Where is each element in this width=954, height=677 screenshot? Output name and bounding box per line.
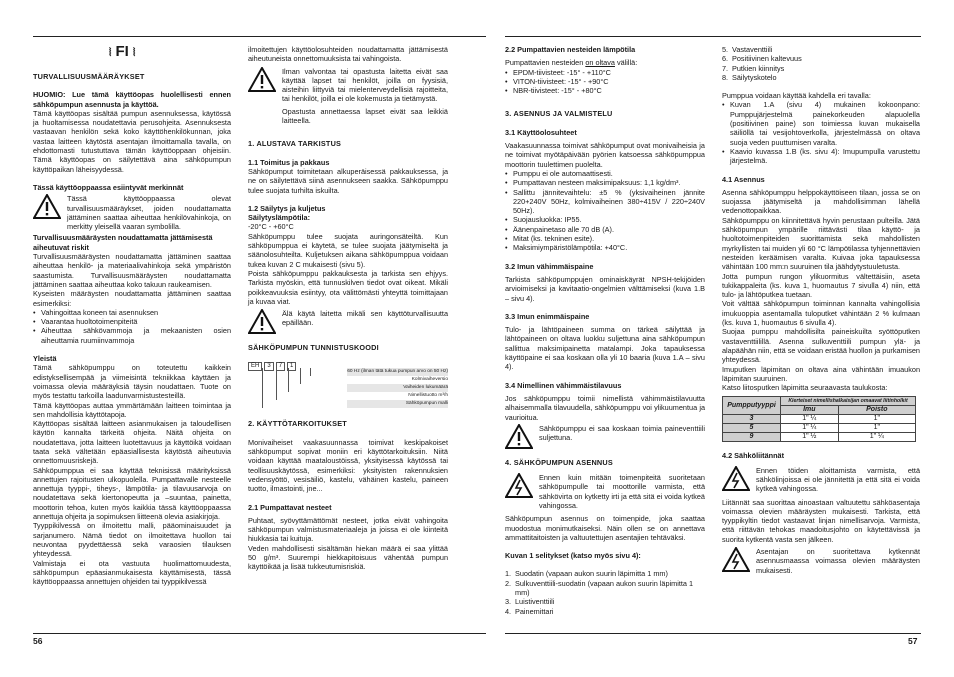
safety-heading: TURVALLISUUSMÄÄRÄYKSET — [33, 72, 145, 81]
code-label: 60 Hz (ilman tätä tukua pumpun arvo on 50 Hz) — [347, 369, 448, 375]
column-4 — [722, 45, 920, 575]
column-2 — [248, 45, 448, 572]
section-2-text: Monivaiheiset vaakasuunnassa toimivat keskipakoiset sähköpumput sopivat moniin eri käyttötarkoituksiin. Niitä voidaan käyttää maataloustöissä, yksityisessä käytössä tai teollisuuskäytössä, esimerkiksi: yksityisten rakennuksien vedensyöttö, vesisäiliö, kastelu, vähäinen kastelu, paineen tuotto, ilmastointi, jne... — [248, 437, 448, 494]
section-3-1-text: Vaakasuunnassa toimivat sähköpumput ovat monivaiheisia ja ne toimivat myötäpäivään pyörien katsoessa sähköpumppua moottorin tuulettimen puolelta. — [505, 141, 705, 169]
table-header-suction: Imu — [781, 406, 839, 415]
section-4-2-text: Liitännät saa suorittaa ainoastaan valtuutettu sähköasentaja voimassa olevien määräysten mukaisesti. Tarkista, että tyyppikyltin tiedot vastaavat linjan nimellisarvoja. Varmista, että riittävän tehokas maadoitusjohto on käytettävissä ja suorita kytkentä vasta sen jälkeen. — [722, 497, 920, 544]
identification-code-diagram — [248, 360, 448, 410]
general-text: Käyttöopas sisältää laitteen asianmukaisen ja taloudellisen käytön kannalta tärkeitä ohjeita. Näitä ohjeita on noudatettava, jotta laitteen luotettavuus ja käyttöikä voidaan taata sekä vältetään epäasiallisesta käytöstä aiheutuvia onnettomuusriskejä. — [33, 419, 231, 466]
section-4-1-text: Imuputken läpimitan on oltava aina vähintään imuaukon läpimitan suuruinen. — [722, 364, 920, 383]
figure-legend-item: 2. Sulkuventtiili-suodatin (vapaan aukon suurin läpimitta 1 mm) — [505, 578, 694, 598]
language-badge: ⦚ FI ⦚ — [109, 43, 136, 60]
conditions-item: • Pumppu ei ole automaattisesti. — [505, 169, 705, 178]
section-1-1-heading: 1.1 Toimitus ja pakkaus — [248, 157, 330, 167]
section-3-2-heading: 3.2 Imun vähimmäispaine — [505, 261, 594, 271]
left-top-rule — [33, 36, 486, 37]
figure-legend-item: 5. Vastaventtiili — [722, 45, 773, 54]
section-2-1-text: Veden mahdollisesti sisältämän hiekan määrä ei saa ylittää 50 g/m³. Suurempi hiekkapitoisuus vähentää pumpun käyttöikää ja lisää tukkeutumisriskiä. — [248, 543, 448, 572]
code-box: 7 — [276, 362, 285, 371]
flag-left-icon: ⦚ — [109, 47, 112, 59]
temperature-item: • NBR-tiivisteet: -15° - +80°C — [505, 86, 705, 95]
examples-item: • Vahingoittaa koneen tai asennuksen — [33, 308, 231, 317]
section-4-2-heading: 4.2 Sähköliitännät — [722, 451, 785, 461]
warning-triangle-icon — [33, 194, 61, 219]
storage-temp-value: -20°C - +60°C — [248, 222, 294, 232]
left-bottom-rule — [33, 633, 486, 634]
section-4-1-text: Suojaa pumppu mahdollisilta paineiskuilta syöttöputken vastaventtiilillä. Asenna sulkuventtiili pumpun ylä- ja alapäähän niin, että se voidaan eristää huollon ja purkamisen yhteydessä. — [722, 327, 920, 365]
electric-warning: Ennen töiden aloittamista varmista, että sähkölinjoissa ei ole jännitettä ja että sitä ei voida kytkeä vahingossa. — [722, 466, 920, 494]
attention-note: HUOMIO: Lue tämä käyttöopas huolellisesti ennen sähköpumpun asennusta ja käyttöä. — [33, 90, 231, 109]
section-4-1-text: Katso liitosputken läpimitta seuraavasta taulukosta: — [722, 383, 888, 393]
temperature-item: • EPDM-tiivisteet: -15° - +110°C — [505, 68, 705, 77]
code-heading: SÄHKÖPUMPUN TUNNISTUSKOODI — [248, 343, 379, 353]
section-4-1-text: Voit välttää sähköpumpun toiminnan kannalta vahingollisia imukuoppia asentamalla tuloputket vähintään 2 % kulmaan (ks. kuva 1, huomautus 6 sivulla 4). — [722, 299, 920, 328]
section-2-2-intro: Pumpattavien nesteiden on oltava välillä: — [505, 58, 638, 68]
examples-item: • Aiheuttaa sähkövammoja ja mekaanisten osien aiheuttamia ruumiinvammoja — [33, 326, 231, 345]
general-text: Tämä sähköpumppu on toteutettu kaikkein edistyksellisempää ja viimeisintä tekniikkaa käyttäen ja voimassa olevia määräyksiä täysin noudattaen. Tuote on myös testattu tarkoilla laadunvarmistustesteillä. — [33, 363, 231, 401]
fitting-item: • Kuvan 1.A (sivu 4) mukainen kokoonpano: Pumppujärjestelmä painekorkeuden alapuolella (positiivinen paine) son toimiessa kuvan mukaisella säiliöllä tai vesijohtoverkolla, järjestelmässä on oltava suoja veden puuttumisen varalta. — [722, 100, 920, 146]
general-text: Sähköpumppua ei saa käyttää teknisissä määrityksissä annettujen rajoitusten ulkopuolella. Pumpattavalle nesteelle annettuja tyyppi-, tiheys-, lämpötila- ja tilavuusarvoja on noudatettava sekä kiertonopeutta ja –suuntaa, painetta, moottorin tehoa, kuten myös kaikkia tässä käyttöoppaassa annettuja ohjeita ja sopimuksen liitteenä olevia asiakirjoja. — [33, 465, 231, 522]
general-text: Tämä käyttöopas auttaa ymmärtämään laitteen toimintaa ja sen mahdollisia käyttötapoja. — [33, 400, 231, 419]
code-label: Vaiheiden lukumäärä — [347, 384, 448, 392]
table-header-pump-type: Pumpputyyppi — [723, 397, 781, 415]
warning-triangle-icon — [248, 67, 276, 92]
figure-legend-item: 6. Positiivinen kaltevuus — [722, 54, 802, 64]
warning-triangle-icon — [505, 424, 533, 449]
section-4-text: Sähköpumpun asennus on toimenpide, joka saattaa muodostua monimutkaiseksi. Näin ollen se on annettava ammattitaitoisten ja valtuutettujen asentajien tehtäväksi. — [505, 514, 705, 542]
general-text: Tyyppikilvessä on ilmoitettu malli, pääominaisuudet ja sarjanumero. Nämä tiedot on ilmoitettava huollon tai neuvontaa pyydettäessä sekä varaosien tilauksen yhteydessä. — [33, 521, 231, 559]
section-1-1-text: Sähköpumput toimitetaan alkuperäisessä pakkauksessa, ja ne on säilytettävä siinä asennukseen saakka. Sähköpumppu tulee suojata turhilta iskuilta. — [248, 166, 448, 195]
doubt-warning: Älä käytä laitetta mikäli sen käyttöturvallisuutta epäillään. — [248, 309, 448, 334]
temperature-item: • VITON-tiivisteet: -15° - +90°C — [505, 77, 705, 86]
figure-legend-item: 8. Säilytyskotelo — [722, 72, 777, 82]
electric-shock-warning: Ennen kuin mitään toimenpiteitä suoritetaan sähköpumpulle tai moottorille varmista, että sähkövirta on kytketty irti ja että sitä ei voida kytkeä vahingossa. — [505, 473, 705, 510]
table-row: 9 1" ½ 1" ¼ — [723, 433, 916, 442]
section-3-3-heading: 3.3 Imun enimmäispaine — [505, 311, 590, 321]
installer-warning: Asentajan on suoritettava kytkennät asennusmaassa voimassa olevien määräysten mukaisesti. — [722, 547, 920, 575]
section-2-heading: 2. KÄYTTÖTARKOITUKSET — [248, 419, 347, 429]
right-bottom-rule — [505, 633, 921, 634]
conditions-item: • Maksimiympäristölämpötila: +40°C. — [505, 243, 705, 252]
code-label: Sähköpumpun malli — [347, 400, 448, 408]
intro-text: Tämä käyttöopas sisältää pumpun asennuksessa, käytössä ja huoltamisessa noudatettavia perusohjeita. Asennuksesta vastaavan henkilön sekä koko käyttöhenkilökunnan, joka vastaa laitteen käytöstä asentajan ilmoittamalla tavalla, on ehdottomasti tutustuttava tämän käyttöoppaan ohjeisiin. Tämä käyttöopas on säilytettävä aina sähköpumpun käyttöpaikan läheisyydessä. — [33, 108, 231, 174]
section-1-heading: 1. ALUSTAVA TARKISTUS — [248, 139, 342, 149]
figure-legend-item: 3. Luistiventtiili — [505, 597, 555, 607]
section-3-3-text: Tulo- ja lähtöpaineen summa on tärkeä säilyttää ja lähtöpaineen on oltava luokku suljettuna aina sähköpumpun sallittua maksimipainetta matalampi. Joka tapauksessa käyttöpaine ei saa koskaan olla yli 10 baaria (kuva 1.A – sivu 4). — [505, 325, 705, 372]
section-2-2-heading: 2.2 Pumpattavien nesteiden lämpötila — [505, 45, 636, 54]
left-page-number: 56 — [33, 636, 43, 646]
section-1-2-text: Poista sähköpumppu pakkauksesta ja tarkista sen ehjyys. Tarkista myöskin, että tunnuskilven tiedot ovat oikeat. Mikäli poikkeavuuksia esiintyy, ota välittömästi yhteyttä toimittajaan ja kuvaa viat. — [248, 268, 448, 306]
electric-hazard-icon — [722, 547, 750, 572]
column-3 — [505, 45, 705, 616]
conditions-item: • Suojausluokka: IP55. — [505, 215, 705, 224]
consequences-text: Turvallisuusmääräysten noudattamatta jättäminen saattaa aiheuttaa henkilö- ja materiaalivahinkoja sekä ympäristön saastumista. Turvallisuusmääräysten noudattamatta jättäminen saattaa aiheuttaa koko takuun raukeamisen. — [33, 252, 231, 289]
code-box: 1 — [287, 362, 296, 371]
symbols-heading: Tässä käyttöoppaassa esiintyvät merkinnät — [33, 182, 184, 192]
conditions-item: • Mitat (ks. tekninen esite). — [505, 234, 705, 243]
continued-text: ilmoitettujen käyttöolosuhteiden noudattamatta jättämisestä aiheutuneista onnettomuuksista tai vahingoista. — [248, 45, 448, 64]
table-row: 3 1" ¼ 1" — [723, 415, 916, 424]
section-4-1-text: Jotta pumpun rungon ylikuormitus vältettäisiin, aseta tukikappaleita (ks. kuva 1, huomautus 7 sivulla 4) niin, että tulo- ja lähtöputkea tuetaan. — [722, 271, 920, 300]
examples-item: • Vaarantaa huoltotoimenpiteitä — [33, 317, 231, 326]
symbols-warning: Tässä käyttöoppaassa olevat turvallisuusmääräykset, joiden noudattamatta jättäminen saattaa aiheuttaa henkilövahinkoja, on merkitty yleisellä vaaran symbolilla. — [33, 194, 231, 231]
conditions-item: • Sallittu jännitevaihtelu: ±5 % (yksivaiheinen jännite 220+240V 50Hz, kolmivaiheinen 380÷415V / 220÷240V 50Hz). — [505, 188, 705, 216]
children-warning: Ilman valvontaa tai opastusta laitetta eivät saa käyttää lapset tai henkilöt, joilla on fyysisiä, aisteihin liittyviä tai mielenterveydellisiä rajoitteita, tai henkilöt, joilla ei ole kokemusta ja tietämystä. Opastusta annettaessa lapset eivät saa leikkiä laitteella. — [248, 67, 448, 126]
figure-legend-heading: Kuvan 1 selitykset (katso myös sivu 4): — [505, 551, 641, 561]
figure-legend-item: 1. Suodatin (vapaan aukon suurin läpimitta 1 mm) — [505, 569, 668, 579]
code-label: Nimellistuotto m³/h — [408, 393, 448, 399]
examples-intro: Kyseisten määräysten noudattamatta jättäminen saattaa esimerkiksi: — [33, 289, 231, 308]
figure-legend-item: 7. Putkien kiinnitys — [722, 63, 785, 73]
section-4-1-heading: 4.1 Asennus — [722, 174, 765, 184]
right-top-rule — [505, 36, 921, 37]
section-2-1-text: Puhtaat, syövyttämättömät nesteet, jotka eivät vahingoita sähköpumpun valmistusmateriaaleja ja joissa ei ole kiinteitä hiukkasia tai kuituja. — [248, 515, 448, 544]
section-1-2-text: Sähköpumppu tulee suojata auringonsäteiltä. Kun sähköpumppua ei käytetä, se tulee suojata jäätymiseltä ja säänolosuhteilta. Kuljetuksen aikana sähköpumppua voidaan tukea kuvan 2 C mukaisesti (sivu 5). — [248, 231, 448, 269]
right-page-number: 57 — [908, 636, 918, 646]
storage-temp-heading: Säilytyslämpötila: — [248, 213, 311, 223]
flag-right-icon: ⦚ — [133, 47, 136, 59]
fitting-item: • Kaavio kuvassa 1.B (ks. sivu 4): Imupumpulla varustettu järjestelmä. — [722, 147, 920, 166]
general-heading: Yleistä — [33, 354, 57, 364]
code-box: 3 — [264, 362, 273, 371]
figure-legend-item: 4. Painemittari — [505, 606, 554, 616]
section-4-1-text: Sähköpumppu on kiinnitettävä hyvin perustaan pulteilla. Jätä sähköpumpun ympärille riittävästi tilaa käyttö- ja huoltotoimenpiteiden suorittamista sekä mahdollisten myrkyllisten tai muiden yli 60 °C lämpötilassa tyhjennettävien nesteiden keräämisen varalta. Kuivaa joka tapauksessa vähintään 100 mm:n suuruinen tila jäähdytystuuletusta. — [722, 215, 920, 272]
general-text: Valmistaja ei ota vastuuta huolimattomuudesta, sähköpumpun epäasianmukaisesta käyttämisestä, tässä käyttöoppaassa annettujen ohjeiden tai tyyppikilvessä — [33, 558, 231, 587]
electric-hazard-icon — [722, 466, 750, 491]
column-1 — [33, 43, 231, 586]
section-1-2-heading: 1.2 Säilytys ja kuljetus — [248, 203, 326, 213]
section-4-heading: 4. SÄHKÖPUMPUN ASENNUS — [505, 457, 613, 467]
fitting-intro: Pumppua voidaan käyttää kahdella eri tavalla: — [722, 91, 871, 101]
closed-valve-warning: Sähköpumppu ei saa koskaan toimia paineventtiili suljettuna. — [505, 424, 705, 449]
pipe-diameter-table — [722, 396, 916, 442]
section-2-1-heading: 2.1 Pumpattavat nesteet — [248, 502, 332, 512]
table-header-delivery: Poisto — [838, 406, 915, 415]
conditions-item: • Pumpattavan nesteen maksimipaksuus: 1,1 kg/dm³. — [505, 178, 705, 187]
section-3-4-heading: 3.4 Nimellinen vähimmäistilavuus — [505, 380, 622, 390]
section-3-2-text: Tarkista sähköpumppujen ominaiskäyrät NPSH-tekijöiden arvioimiseksi ja kavitaatio-ongelmien välttämiseksi (kuva 1.B – sivu 4). — [505, 274, 705, 303]
code-label: Kolmivaiheversio — [411, 377, 448, 383]
table-header-threaded: Kierteiset nimellishalkaisijan omaavat liitinholkit — [781, 397, 916, 406]
section-3-1-heading: 3.1 Käyttöolosuhteet — [505, 127, 577, 137]
section-3-heading: 3. ASENNUS JA VALMISTELU — [505, 109, 613, 119]
consequences-heading: Turvallisuusmääräysten noudattamatta jättämisestä aiheutuvat riskit — [33, 233, 213, 252]
warning-triangle-icon — [248, 309, 276, 334]
conditions-item: • Äänenpainetaso alle 70 dB (A). — [505, 225, 705, 234]
code-box: EH — [248, 362, 262, 371]
electric-hazard-icon — [505, 473, 533, 498]
table-row: 5 1" ¼ 1" — [723, 424, 916, 433]
section-4-1-text: Asenna sähköpumppu helppokäyttöiseen tilaan, jossa se on suojassa jäätymiseltä ja mahdollisimman lähellä vedenottopaikkaa. — [722, 187, 920, 216]
section-3-4-text: Jos sähköpumppu toimii nimellistä vähimmäistilavuutta alhaisemmalla tilavuudella, sähköpumppu voi ylikuumentua ja vaurioitua. — [505, 393, 705, 422]
